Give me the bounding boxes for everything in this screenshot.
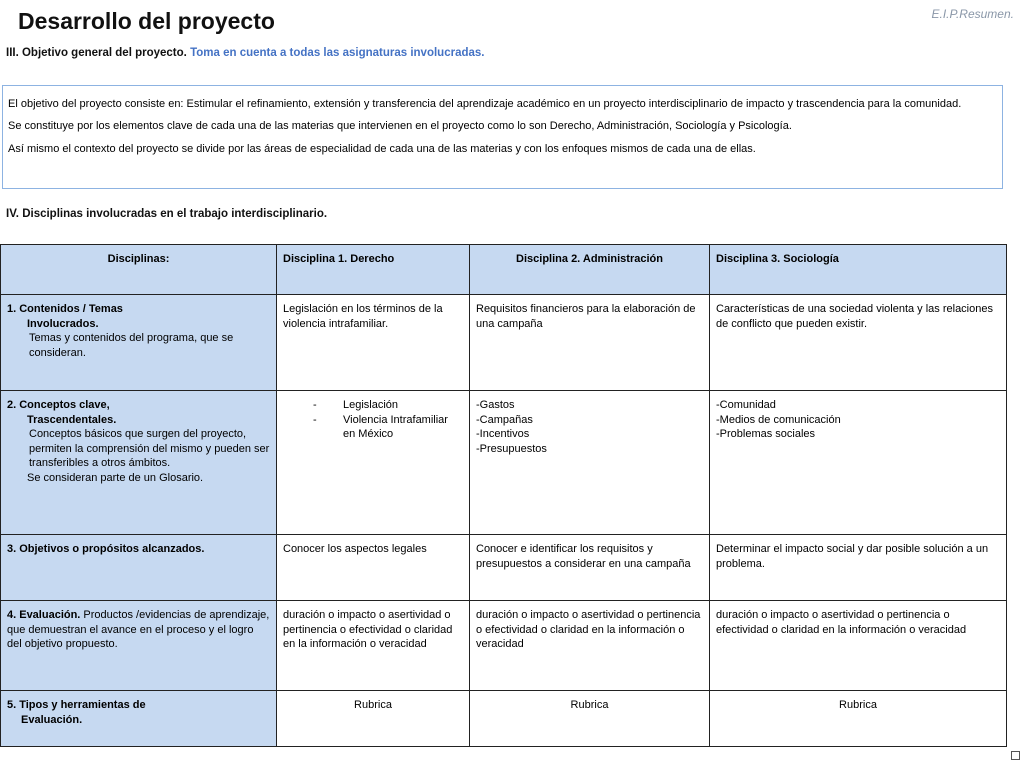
header-administracion: Disciplina 2. Administración bbox=[470, 245, 710, 295]
cell-derecho-evaluacion: duración o impacto o asertividad o pertinencia o efectividad o claridad en la información o veracidad bbox=[277, 601, 470, 691]
checkbox-icon bbox=[1011, 751, 1020, 760]
list-item: -Campañas bbox=[476, 413, 533, 426]
objective-box bbox=[2, 85, 1003, 189]
cell-derecho-objetivos: Conocer los aspectos legales bbox=[277, 535, 470, 601]
table-row bbox=[1, 535, 1007, 601]
section-3-heading bbox=[6, 47, 484, 59]
cell-derecho-contenidos: Legislación en los términos de la violencia intrafamiliar. bbox=[277, 295, 470, 391]
objective-paragraph-1: El objetivo del proyecto consiste en: Estimular el refinamiento, extensión y transferencia del aprendizaje académico en un proyecto interdisciplinario de impacto y trascendencia para la comunidad. bbox=[8, 98, 962, 110]
list-item: -Comunidad bbox=[716, 399, 776, 411]
row-head-main: 4. Evaluación. bbox=[7, 609, 81, 621]
cell-derecho-conceptos bbox=[277, 391, 470, 535]
concept-list bbox=[283, 398, 463, 442]
table-row bbox=[1, 601, 1007, 691]
cell-administracion-conceptos bbox=[470, 391, 710, 535]
cell-administracion-contenidos: Requisitos financieros para la elaboración de una campaña bbox=[470, 295, 710, 391]
cell-sociologia-evaluacion: duración o impacto o asertividad o pertinencia o efectividad o claridad en la información o veracidad bbox=[710, 601, 1007, 691]
cell-administracion-tipos: Rubrica bbox=[470, 691, 710, 747]
list-item: -Gastos bbox=[476, 399, 515, 411]
section-3-accent: Toma en cuenta a todas las asignaturas involucradas. bbox=[190, 47, 485, 59]
list-item: -Problemas sociales bbox=[716, 428, 816, 440]
section-4-heading: IV. Disciplinas involucradas en el trabajo interdisciplinario. bbox=[6, 208, 328, 220]
table-row bbox=[1, 391, 1007, 535]
list-item: - Violencia Intrafamiliar en México bbox=[313, 413, 463, 442]
row-head-main: 5. Tipos y herramientas de bbox=[7, 699, 146, 711]
row-head-desc: Temas y contenidos del programa, que se consideran. bbox=[29, 332, 234, 359]
cell-sociologia-conceptos bbox=[710, 391, 1007, 535]
cell-sociologia-objetivos: Determinar el impacto social y dar posible solución a un problema. bbox=[710, 535, 1007, 601]
row-head-conceptos bbox=[1, 391, 277, 535]
table-header-row bbox=[1, 245, 1007, 295]
header-disciplinas: Disciplinas: bbox=[1, 245, 277, 295]
row-head-main: 2. Conceptos clave, bbox=[7, 399, 110, 411]
row-head-desc: Productos /evidencias de aprendizaje, que demuestran el avance en el proceso y el logro del objetivo propuesto. bbox=[7, 609, 270, 650]
row-head-evaluacion bbox=[1, 601, 277, 691]
table-row bbox=[1, 295, 1007, 391]
list-item: -Incentivos bbox=[476, 428, 530, 440]
list-item: -Presupuestos bbox=[476, 442, 547, 455]
objective-paragraph-2: Se constituye por los elementos clave de cada una de las materias que intervienen en el proyecto como lo son Derecho, Administración, Sociología y Psicología. bbox=[8, 120, 792, 132]
watermark-text: E.I.P.Resumen. bbox=[931, 7, 1014, 21]
header-sociologia: Disciplina 3. Sociología bbox=[710, 245, 1007, 295]
row-head-objetivos bbox=[1, 535, 277, 601]
row-head-main: 1. Contenidos / Temas bbox=[7, 303, 123, 315]
header-derecho: Disciplina 1. Derecho bbox=[277, 245, 470, 295]
cell-derecho-tipos: Rubrica bbox=[277, 691, 470, 747]
row-head-contenidos bbox=[1, 295, 277, 391]
cell-administracion-objetivos: Conocer e identificar los requisitos y presupuestos a considerar en una campaña bbox=[470, 535, 710, 601]
row-head-desc: Conceptos básicos que surgen del proyecto, permiten la comprensión del mismo y pueden ser transferibles a otros ámbitos. bbox=[29, 428, 270, 469]
list-item: - Legislación bbox=[313, 398, 463, 413]
cell-sociologia-tipos: Rubrica bbox=[710, 691, 1007, 747]
disciplines-table bbox=[0, 244, 1007, 747]
table-row bbox=[1, 691, 1007, 747]
row-head-main: 3. Objetivos o propósitos alcanzados. bbox=[7, 543, 205, 555]
cell-sociologia-contenidos: Características de una sociedad violenta y las relaciones de conflicto que pueden existir. bbox=[710, 295, 1007, 391]
row-head-sub: Involucrados. bbox=[27, 317, 99, 330]
cell-administracion-evaluacion: duración o impacto o asertividad o pertinencia o efectividad o claridad en la información o veracidad bbox=[470, 601, 710, 691]
row-head-tipos bbox=[1, 691, 277, 747]
page-title: Desarrollo del proyecto bbox=[18, 8, 275, 34]
row-head-sub: Trascendentales. bbox=[27, 413, 117, 426]
objective-paragraph-3: Así mismo el contexto del proyecto se divide por las áreas de especialidad de cada una de las materias y con los enfoques mismos de cada una de ellas. bbox=[8, 143, 756, 155]
list-item: -Medios de comunicación bbox=[716, 413, 841, 426]
row-head-sub: Evaluación. bbox=[21, 713, 83, 726]
section-3-title: III. Objetivo general del proyecto. bbox=[6, 47, 187, 59]
row-head-desc-2: Se consideran parte de un Glosario. bbox=[27, 471, 204, 484]
